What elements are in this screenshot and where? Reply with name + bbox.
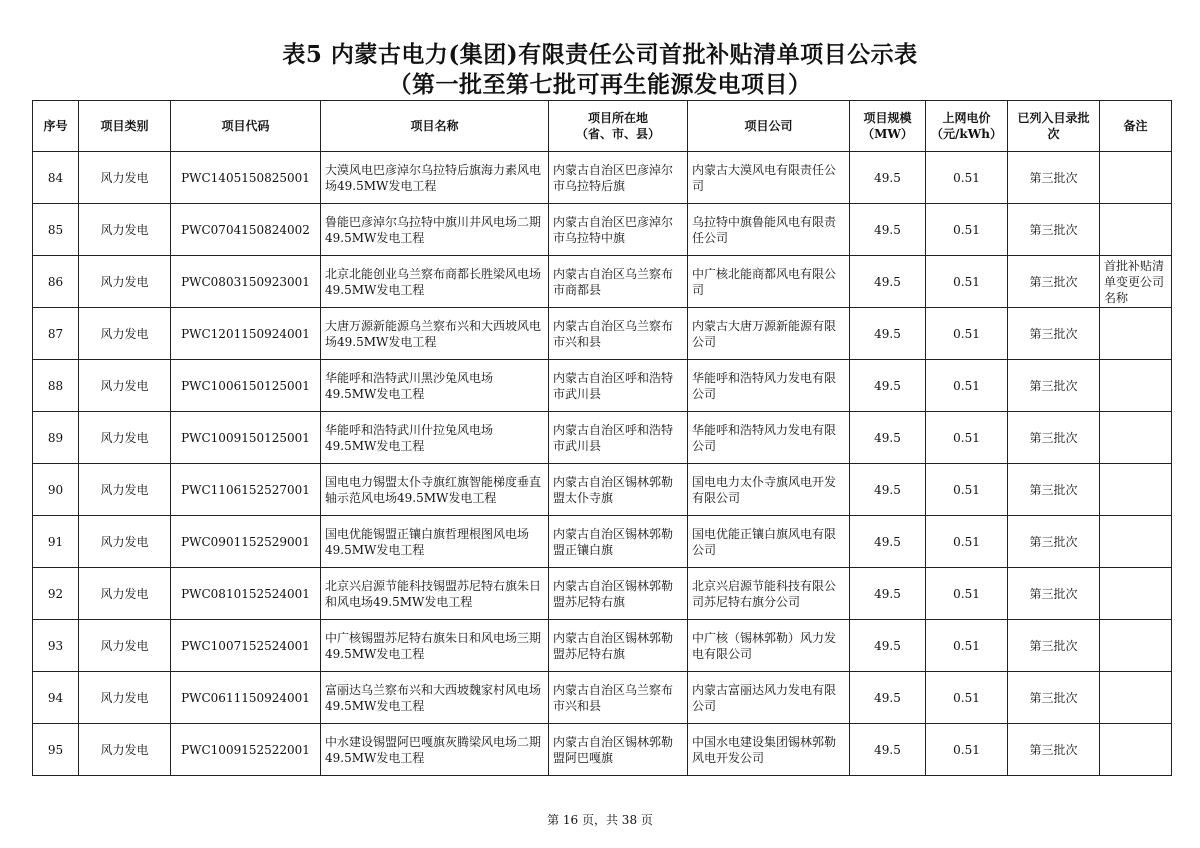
cell-no: 89 — [33, 412, 79, 464]
cell-batch: 第三批次 — [1008, 620, 1100, 672]
cell-location: 内蒙古自治区巴彦淖尔市乌拉特中旗 — [549, 204, 688, 256]
cell-category: 风力发电 — [79, 256, 171, 308]
cell-category: 风力发电 — [79, 568, 171, 620]
cell-scale: 49.5 — [850, 516, 926, 568]
cell-name: 国电电力锡盟太仆寺旗红旗智能梯度垂直轴示范风电场49.5MW发电工程 — [321, 464, 549, 516]
cell-note — [1100, 308, 1172, 360]
table-row — [33, 620, 1172, 672]
cell-company: 华能呼和浩特风力发电有限公司 — [688, 412, 850, 464]
col-batch-header: 已列入目录批次 — [1008, 101, 1100, 152]
cell-category: 风力发电 — [79, 152, 171, 204]
cell-name: 富丽达乌兰察布兴和大西坡魏家村风电场49.5MW发电工程 — [321, 672, 549, 724]
cell-category: 风力发电 — [79, 620, 171, 672]
cell-no: 94 — [33, 672, 79, 724]
cell-no: 95 — [33, 724, 79, 776]
cell-name: 北京兴启源节能科技锡盟苏尼特右旗朱日和风电场49.5MW发电工程 — [321, 568, 549, 620]
cell-code: PWC0810152524001 — [171, 568, 321, 620]
document-title: 表5 内蒙古电力(集团)有限责任公司首批补贴清单项目公示表 — [282, 41, 918, 68]
cell-no: 93 — [33, 620, 79, 672]
cell-company: 乌拉特中旗鲁能风电有限责任公司 — [688, 204, 850, 256]
cell-name: 国电优能锡盟正镶白旗哲理根图风电场49.5MW发电工程 — [321, 516, 549, 568]
page-footer: 第 16 页，共 38 页 — [547, 813, 653, 827]
cell-code: PWC1009150125001 — [171, 412, 321, 464]
cell-batch: 第三批次 — [1008, 308, 1100, 360]
cell-batch: 第三批次 — [1008, 204, 1100, 256]
col-company-header: 项目公司 — [688, 101, 850, 152]
cell-scale: 49.5 — [850, 152, 926, 204]
cell-no: 85 — [33, 204, 79, 256]
cell-batch: 第三批次 — [1008, 464, 1100, 516]
cell-name: 北京北能创业乌兰察布商都长胜梁风电场49.5MW发电工程 — [321, 256, 549, 308]
cell-code: PWC0803150923001 — [171, 256, 321, 308]
cell-name: 中广核锡盟苏尼特右旗朱日和风电场三期49.5MW发电工程 — [321, 620, 549, 672]
cell-company: 华能呼和浩特风力发电有限公司 — [688, 360, 850, 412]
cell-category: 风力发电 — [79, 412, 171, 464]
cell-note — [1100, 620, 1172, 672]
cell-company: 中广核（锡林郭勒）风力发电有限公司 — [688, 620, 850, 672]
cell-note: 首批补贴清单变更公司名称 — [1100, 256, 1172, 308]
cell-company: 中广核北能商都风电有限公司 — [688, 256, 850, 308]
cell-batch: 第三批次 — [1008, 724, 1100, 776]
cell-scale: 49.5 — [850, 204, 926, 256]
cell-scale: 49.5 — [850, 412, 926, 464]
cell-code: PWC1106152527001 — [171, 464, 321, 516]
cell-note — [1100, 152, 1172, 204]
table-body — [33, 152, 1172, 776]
cell-batch: 第三批次 — [1008, 360, 1100, 412]
col-no-header: 序号 — [33, 101, 79, 152]
col-category-header: 项目类别 — [79, 101, 171, 152]
cell-location: 内蒙古自治区乌兰察布市商都县 — [549, 256, 688, 308]
cell-price: 0.51 — [926, 204, 1008, 256]
cell-category: 风力发电 — [79, 308, 171, 360]
cell-company: 北京兴启源节能科技有限公司苏尼特右旗分公司 — [688, 568, 850, 620]
cell-batch: 第三批次 — [1008, 516, 1100, 568]
cell-batch: 第三批次 — [1008, 568, 1100, 620]
table-row — [33, 724, 1172, 776]
cell-price: 0.51 — [926, 620, 1008, 672]
cell-scale: 49.5 — [850, 308, 926, 360]
cell-code: PWC1006150125001 — [171, 360, 321, 412]
cell-price: 0.51 — [926, 672, 1008, 724]
cell-name: 大漠风电巴彦淖尔乌拉特后旗海力素风电场49.5MW发电工程 — [321, 152, 549, 204]
cell-no: 84 — [33, 152, 79, 204]
cell-name: 华能呼和浩特武川什拉兔风电场49.5MW发电工程 — [321, 412, 549, 464]
cell-location: 内蒙古自治区呼和浩特市武川县 — [549, 412, 688, 464]
cell-category: 风力发电 — [79, 360, 171, 412]
col-scale-header: 项目规模 （MW） — [850, 101, 926, 152]
cell-no: 86 — [33, 256, 79, 308]
document-subtitle: （第一批至第七批可再生能源发电项目） — [388, 71, 812, 98]
header-row — [33, 101, 1172, 152]
table-row — [33, 464, 1172, 516]
cell-name: 大唐万源新能源乌兰察布兴和大西坡风电场49.5MW发电工程 — [321, 308, 549, 360]
cell-category: 风力发电 — [79, 464, 171, 516]
table-row — [33, 516, 1172, 568]
cell-batch: 第三批次 — [1008, 672, 1100, 724]
cell-note — [1100, 516, 1172, 568]
cell-no: 91 — [33, 516, 79, 568]
cell-note — [1100, 724, 1172, 776]
table-row — [33, 672, 1172, 724]
cell-note — [1100, 568, 1172, 620]
cell-scale: 49.5 — [850, 568, 926, 620]
table-row — [33, 256, 1172, 308]
cell-note — [1100, 412, 1172, 464]
cell-code: PWC1201150924001 — [171, 308, 321, 360]
cell-name: 中水建设锡盟阿巴嘎旗灰腾梁风电场二期49.5MW发电工程 — [321, 724, 549, 776]
table-row — [33, 308, 1172, 360]
cell-no: 90 — [33, 464, 79, 516]
cell-price: 0.51 — [926, 256, 1008, 308]
cell-no: 88 — [33, 360, 79, 412]
table-row — [33, 152, 1172, 204]
cell-code: PWC1405150825001 — [171, 152, 321, 204]
cell-price: 0.51 — [926, 308, 1008, 360]
cell-price: 0.51 — [926, 516, 1008, 568]
cell-batch: 第三批次 — [1008, 152, 1100, 204]
cell-code: PWC0611150924001 — [171, 672, 321, 724]
cell-note — [1100, 360, 1172, 412]
cell-price: 0.51 — [926, 464, 1008, 516]
cell-price: 0.51 — [926, 724, 1008, 776]
cell-code: PWC1009152522001 — [171, 724, 321, 776]
cell-company: 内蒙古大唐万源新能源有限公司 — [688, 308, 850, 360]
cell-location: 内蒙古自治区锡林郭勒盟阿巴嘎旗 — [549, 724, 688, 776]
cell-scale: 49.5 — [850, 464, 926, 516]
cell-price: 0.51 — [926, 412, 1008, 464]
cell-company: 国电优能正镶白旗风电有限公司 — [688, 516, 850, 568]
col-name-header: 项目名称 — [321, 101, 549, 152]
table-row — [33, 568, 1172, 620]
cell-price: 0.51 — [926, 152, 1008, 204]
cell-location: 内蒙古自治区锡林郭勒盟苏尼特右旗 — [549, 620, 688, 672]
col-location-header: 项目所在地 （省、市、县） — [549, 101, 688, 152]
cell-price: 0.51 — [926, 568, 1008, 620]
col-price-header: 上网电价 （元/kWh） — [926, 101, 1008, 152]
table-row — [33, 412, 1172, 464]
cell-scale: 49.5 — [850, 620, 926, 672]
col-code-header: 项目代码 — [171, 101, 321, 152]
cell-company: 内蒙古大漠风电有限责任公司 — [688, 152, 850, 204]
cell-location: 内蒙古自治区乌兰察布市兴和县 — [549, 308, 688, 360]
cell-batch: 第三批次 — [1008, 256, 1100, 308]
cell-no: 92 — [33, 568, 79, 620]
cell-code: PWC0704150824002 — [171, 204, 321, 256]
cell-batch: 第三批次 — [1008, 412, 1100, 464]
cell-location: 内蒙古自治区锡林郭勒盟太仆寺旗 — [549, 464, 688, 516]
cell-scale: 49.5 — [850, 360, 926, 412]
cell-category: 风力发电 — [79, 204, 171, 256]
cell-category: 风力发电 — [79, 516, 171, 568]
project-table — [32, 100, 1172, 776]
cell-note — [1100, 672, 1172, 724]
cell-name: 鲁能巴彦淖尔乌拉特中旗川井风电场二期49.5MW发电工程 — [321, 204, 549, 256]
cell-scale: 49.5 — [850, 724, 926, 776]
cell-company: 内蒙古富丽达风力发电有限公司 — [688, 672, 850, 724]
cell-location: 内蒙古自治区乌兰察布市兴和县 — [549, 672, 688, 724]
cell-company: 国电电力太仆寺旗风电开发有限公司 — [688, 464, 850, 516]
cell-location: 内蒙古自治区呼和浩特市武川县 — [549, 360, 688, 412]
table-row — [33, 204, 1172, 256]
cell-scale: 49.5 — [850, 256, 926, 308]
cell-category: 风力发电 — [79, 724, 171, 776]
cell-code: PWC0901152529001 — [171, 516, 321, 568]
cell-location: 内蒙古自治区巴彦淖尔市乌拉特后旗 — [549, 152, 688, 204]
cell-company: 中国水电建设集团锡林郭勒风电开发公司 — [688, 724, 850, 776]
cell-name: 华能呼和浩特武川黑沙兔风电场49.5MW发电工程 — [321, 360, 549, 412]
cell-location: 内蒙古自治区锡林郭勒盟正镶白旗 — [549, 516, 688, 568]
cell-location: 内蒙古自治区锡林郭勒盟苏尼特右旗 — [549, 568, 688, 620]
cell-note — [1100, 464, 1172, 516]
cell-price: 0.51 — [926, 360, 1008, 412]
cell-no: 87 — [33, 308, 79, 360]
cell-code: PWC1007152524001 — [171, 620, 321, 672]
col-note-header: 备注 — [1100, 101, 1172, 152]
cell-scale: 49.5 — [850, 672, 926, 724]
cell-note — [1100, 204, 1172, 256]
cell-category: 风力发电 — [79, 672, 171, 724]
table-row — [33, 360, 1172, 412]
